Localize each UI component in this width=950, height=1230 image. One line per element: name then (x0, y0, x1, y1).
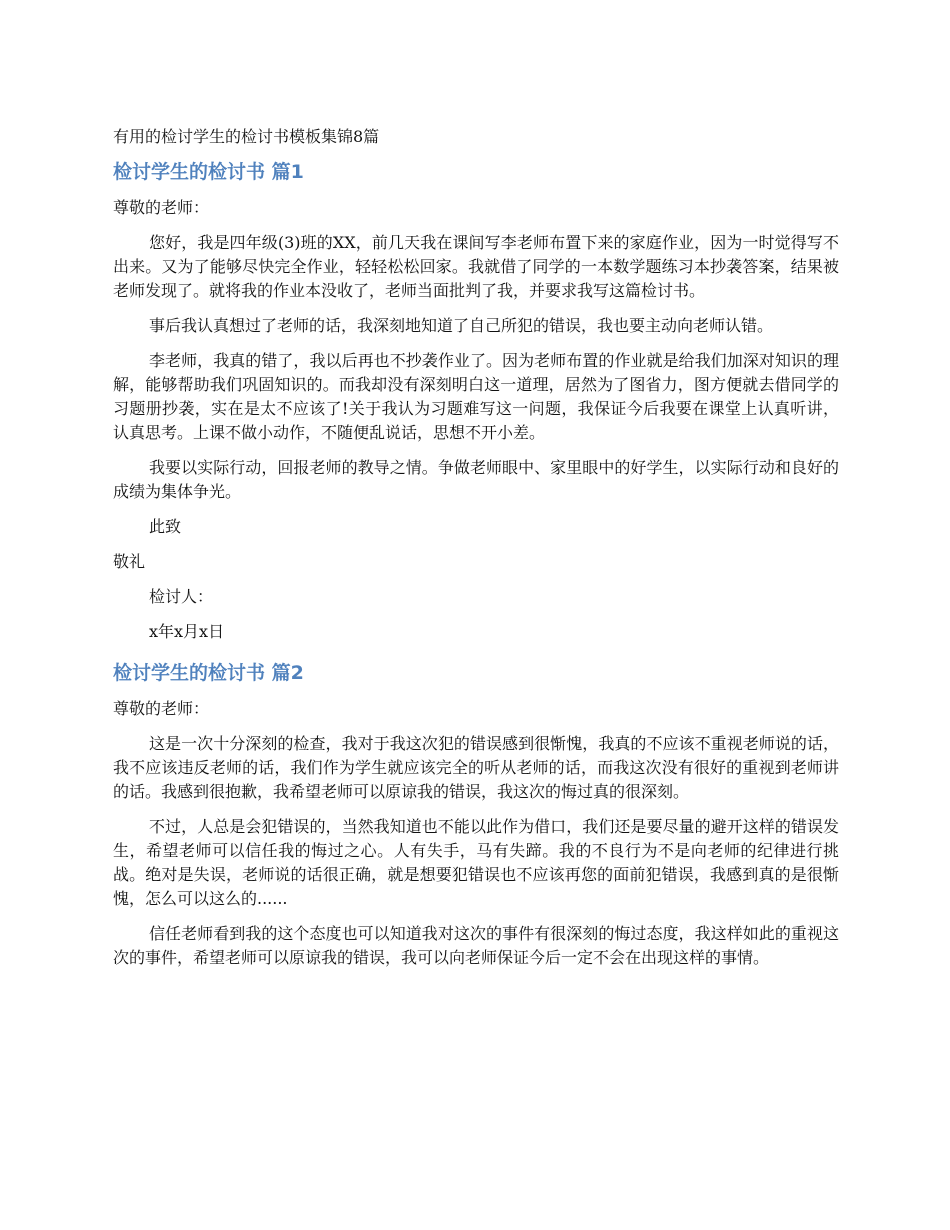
document-title: 有用的检讨学生的检讨书模板集锦8篇 (113, 127, 380, 146)
document-page (113, 124, 839, 981)
body-paragraph: 我要以实际行动，回报老师的教导之情。争做老师眼中、家里眼中的好学生，以实际行动和良好的成绩为集体争光。 (113, 458, 839, 501)
section-heading: 检讨学生的检讨书 篇1 (113, 161, 304, 183)
section-2 (113, 659, 839, 970)
body-paragraph: 不过，人总是会犯错误的，当然我知道也不能以此作为借口，我们还是要尽量的避开这样的错误发生，希望老师可以信任我的悔过之心。人有失手，马有失蹄。我的不良行为不是向老师的纪律进行挑战。绝对是失误，老师说的话很正确，就是想要犯错误也不应该再您的面前犯错误，我感到真的是很惭愧，怎么可以这么的...... (113, 817, 839, 908)
body-paragraph: 这是一次十分深刻的检查，我对于我这次犯的错误感到很惭愧，我真的不应该不重视老师说的话，我不应该违反老师的话，我们作为学生就应该完全的听从老师的话，而我这次没有很好的重视到老师讲的话。我感到很抱歉，我希望老师可以原谅我的错误，我这次的悔过真的很深刻。 (113, 734, 839, 801)
date-line: x年x月x日 (149, 622, 225, 641)
section-heading: 检讨学生的检讨书 篇2 (113, 662, 304, 684)
closing-line: 此致 (149, 517, 182, 536)
body-paragraph: 李老师，我真的错了，我以后再也不抄袭作业了。因为老师布置的作业就是给我们加深对知识的理解，能够帮助我们巩固知识的。而我却没有深刻明白这一道理，居然为了图省力，图方便就去借同学的习题册抄袭，实在是太不应该了!关于我认为习题难写这一问题，我保证今后我要在课堂上认真听讲，认真思考。上课不做小动作，不随便乱说话，思想不开小差。 (113, 351, 839, 442)
signer-line: 检讨人： (149, 587, 214, 606)
body-paragraph: 事后我认真想过了老师的话，我深刻地知道了自己所犯的错误，我也要主动向老师认错。 (149, 316, 774, 335)
section-1 (113, 158, 839, 644)
body-paragraph: 您好，我是四年级(3)班的XX，前几天我在课间写李老师布置下来的家庭作业，因为一时觉得写不出来。又为了能够尽快完全作业，轻轻松松回家。我就借了同学的一本数学题练习本抄袭答案，结果被老师发现了。就将我的作业本没收了，老师当面批判了我，并要求我写这篇检讨书。 (113, 233, 839, 300)
salutation: 尊敬的老师： (113, 699, 210, 718)
salutation: 尊敬的老师： (113, 198, 210, 217)
regards-line: 敬礼 (113, 552, 146, 571)
body-paragraph: 信任老师看到我的这个态度也可以知道我对这次的事件有很深刻的悔过态度，我这样如此的重视这次的事件，希望老师可以原谅我的错误，我可以向老师保证今后一定不会在出现这样的事情。 (113, 924, 839, 967)
